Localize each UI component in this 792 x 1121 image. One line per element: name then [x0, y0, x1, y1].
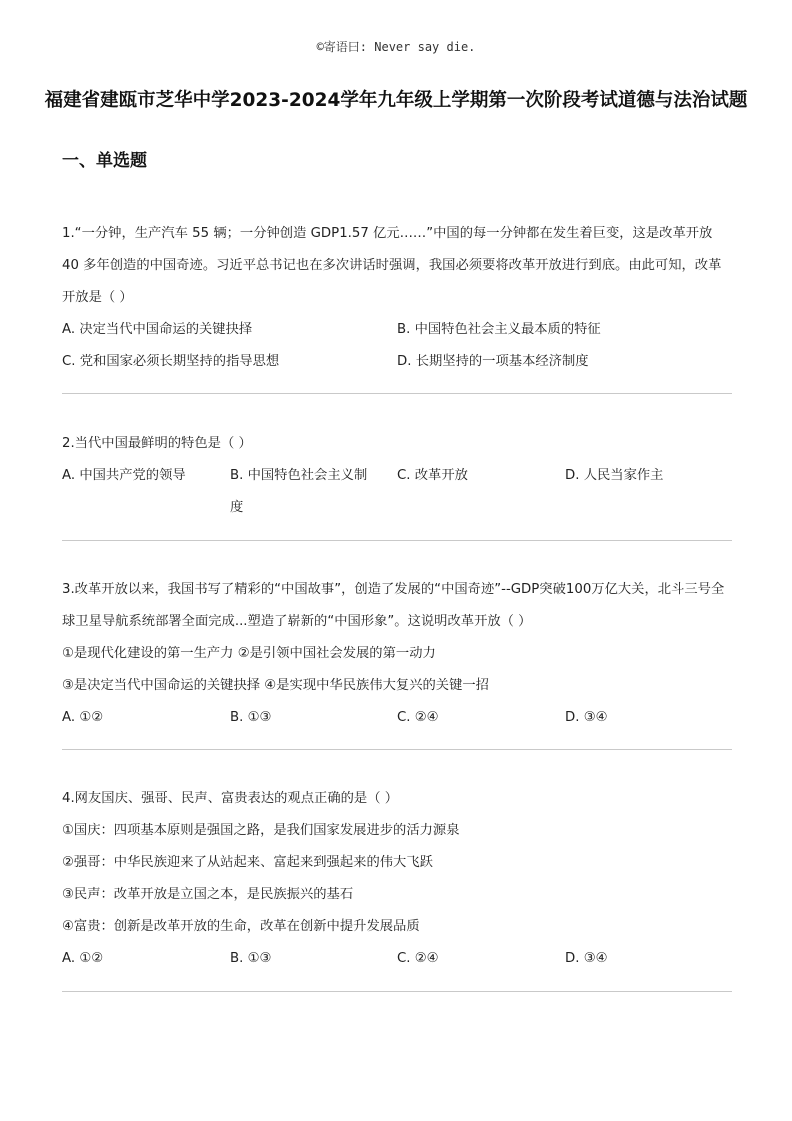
option-d[interactable]: D. 人民当家作主 — [565, 468, 664, 483]
option-a[interactable]: A. 中国共产党的领导 — [62, 468, 186, 483]
option-a[interactable]: A. ①② — [62, 710, 104, 725]
header-motto: ©寄语曰: Never say die. — [316, 40, 476, 54]
question-1-options-row-1 — [62, 314, 732, 346]
document-title: 福建省建瓯市芝华中学2023-2024学年九年级上学期第一次阶段考试道德与法治试题 — [44, 90, 748, 111]
question-4-options — [62, 943, 732, 975]
divider — [62, 749, 732, 750]
option-d[interactable]: D. 长期坚持的一项基本经济制度 — [397, 354, 589, 369]
question-3-options — [62, 702, 732, 734]
question-3-statement-line-2: ③是决定当代中国命运的关键抉择 ④是实现中华民族伟大复兴的关键一招 — [62, 678, 489, 693]
divider — [62, 393, 732, 394]
question-2 — [62, 428, 732, 524]
question-4-statement-4: ④富贵：创新是改革开放的生命，改革在创新中提升发展品质 — [62, 919, 420, 934]
question-1 — [62, 218, 732, 378]
option-b[interactable]: B. ①③ — [230, 710, 272, 725]
option-c[interactable]: C. ②④ — [397, 710, 439, 725]
question-4 — [62, 783, 732, 975]
question-3 — [62, 574, 732, 734]
option-c[interactable]: C. 改革开放 — [397, 468, 468, 483]
question-1-stem: 1.“一分钟，生产汽车 55 辆；一分钟创造 GDP1.57 亿元……”中国的每一分钟都在发生着巨变，这是改革开放 40 多年创造的中国奇迹。习近平总书记也在多次讲话时强调，我国必须要将改革开放进行到底。由此可知，改革开放是（ ） — [62, 226, 722, 305]
option-d[interactable]: D. ③④ — [565, 710, 608, 725]
option-c[interactable]: C. ②④ — [397, 951, 439, 966]
question-4-statement-3: ③民声：改革开放是立国之本，是民族振兴的基石 — [62, 887, 354, 902]
option-b[interactable]: B. 中国特色社会主义最本质的特征 — [397, 322, 601, 337]
divider — [62, 540, 732, 541]
option-d[interactable]: D. ③④ — [565, 951, 608, 966]
question-2-options — [62, 460, 732, 524]
option-a[interactable]: A. 决定当代中国命运的关键抉择 — [62, 322, 253, 337]
question-4-statement-2: ②强哥：中华民族迎来了从站起来、富起来到强起来的伟大飞跃 — [62, 855, 433, 870]
option-c[interactable]: C. 党和国家必须长期坚持的指导思想 — [62, 354, 280, 369]
option-b[interactable]: B. 中国特色社会主义制度 — [230, 468, 368, 515]
option-b[interactable]: B. ①③ — [230, 951, 272, 966]
option-a[interactable]: A. ①② — [62, 951, 104, 966]
question-3-statement-line-1: ①是现代化建设的第一生产力 ②是引领中国社会发展的第一动力 — [62, 646, 436, 661]
question-1-options-row-2 — [62, 346, 732, 378]
question-4-statement-1: ①国庆：四项基本原则是强国之路，是我们国家发展进步的活力源泉 — [62, 823, 460, 838]
section-title: 一、单选题 — [62, 151, 147, 171]
divider — [62, 991, 732, 992]
question-2-stem: 2.当代中国最鲜明的特色是（ ） — [62, 436, 252, 451]
question-4-stem: 4.网友国庆、强哥、民声、富贵表达的观点正确的是（ ） — [62, 791, 399, 806]
question-3-stem: 3.改革开放以来，我国书写了精彩的“中国故事”，创造了发展的“中国奇迹”--GDP突破100万亿大关，北斗三号全球卫星导航系统部署全面完成...塑造了崭新的“中国形象”。这说明改革开放（ ） — [62, 582, 725, 629]
